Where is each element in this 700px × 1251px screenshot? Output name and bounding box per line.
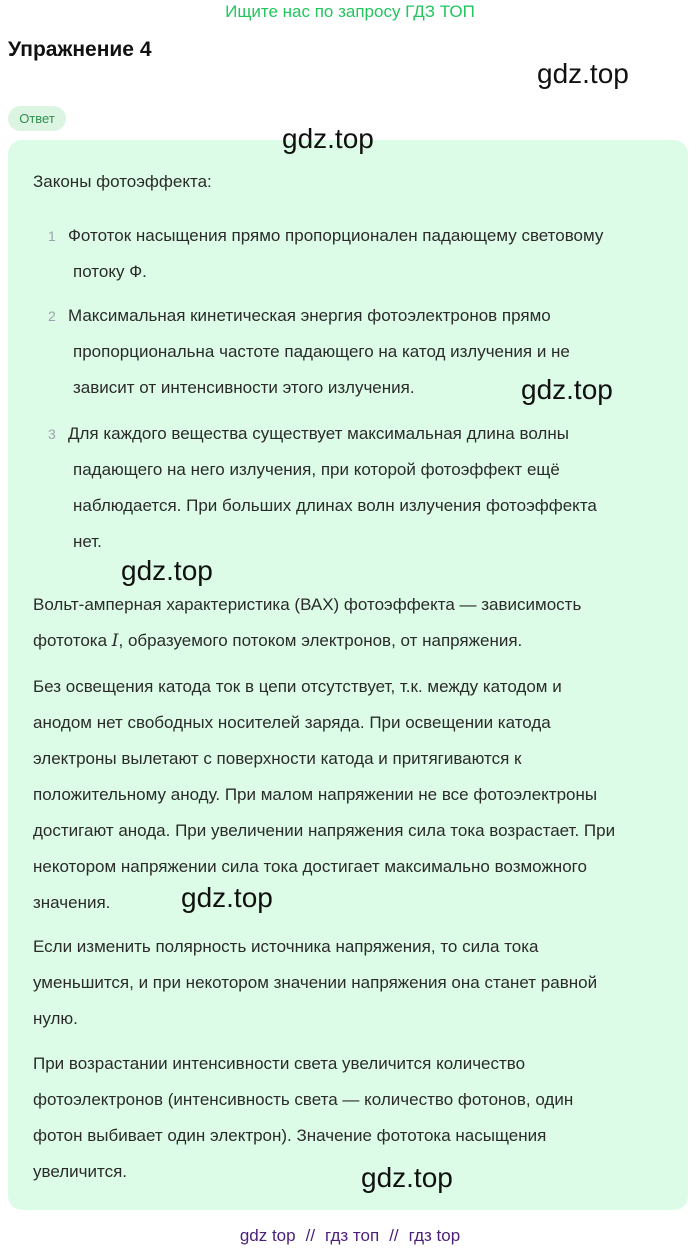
watermark: gdz.top xyxy=(282,123,374,154)
watermark: gdz.top xyxy=(521,374,613,405)
list-item-line: Фототок насыщения прямо пропорционален падающему световому xyxy=(68,226,604,245)
paragraph-line: При возрастании интенсивности света увеличится количество xyxy=(33,1054,526,1073)
paragraph-line: нулю. xyxy=(33,1009,78,1028)
list-item-line: потоку Ф. xyxy=(73,262,147,281)
paragraph-line: Если изменить полярность источника напряжения, то сила тока xyxy=(33,937,539,956)
vax-line xyxy=(33,631,522,651)
paragraph-line: анодом нет свободных носителей заряда. При освещении катода xyxy=(33,713,551,732)
answer-box xyxy=(8,140,688,1210)
list-item-line: пропорциональна частоте падающего на катод излучения и не xyxy=(73,342,570,361)
current-symbol: I xyxy=(111,631,119,651)
watermark: gdz.top xyxy=(121,555,213,586)
vax-line: Вольт-амперная характеристика (ВАХ) фотоэффекта — зависимость xyxy=(33,595,582,614)
vax-text: фототока xyxy=(33,631,112,650)
footer-link[interactable]: гдз топ xyxy=(325,1226,380,1245)
footer-link[interactable]: гдз top xyxy=(408,1226,461,1245)
list-item-line: зависит от интенсивности этого излучения. xyxy=(73,378,415,397)
list-number: 1 xyxy=(48,228,56,244)
footer-link[interactable]: gdz top xyxy=(239,1226,296,1245)
page-title: Упражнение 4 xyxy=(8,38,152,61)
list-item-line: Максимальная кинетическая энергия фотоэлектронов прямо xyxy=(68,306,551,325)
list-item-line: нет. xyxy=(73,532,102,551)
list-item-line: Для каждого вещества существует максимальная длина волны xyxy=(68,424,569,443)
answer-badge[interactable]: Ответ xyxy=(8,106,66,131)
footer-separator: // xyxy=(389,1226,399,1245)
paragraph-line: фотоэлектронов (интенсивность света — количество фотонов, один xyxy=(33,1090,574,1109)
paragraph-line: значения. xyxy=(33,893,111,912)
paragraph-line: положительному аноду. При малом напряжении не все фотоэлектроны xyxy=(33,785,598,804)
paragraph-line: Без освещения катода ток в цепи отсутствует, т.к. между катодом и xyxy=(33,677,562,696)
watermark: gdz.top xyxy=(361,1162,453,1193)
footer-separator: // xyxy=(305,1226,316,1245)
list-number: 2 xyxy=(48,308,56,324)
paragraph-line: некотором напряжении сила тока достигает максимально возможного xyxy=(33,857,587,876)
vax-text: , образуемого потоком электронов, от напряжения. xyxy=(118,631,523,650)
laws-intro: Законы фотоэффекта: xyxy=(33,172,212,191)
paragraph-line: электроны вылетают с поверхности катода и притягиваются к xyxy=(33,749,522,768)
list-item-line: падающего на него излучения, при которой фотоэффект ещё xyxy=(73,460,560,479)
list-number: 3 xyxy=(48,426,56,442)
paragraph-line: увеличится. xyxy=(33,1162,128,1181)
list-item-line: наблюдается. При больших длинах волн излучения фотоэффекта xyxy=(73,496,597,515)
watermark: gdz.top xyxy=(537,58,629,89)
footer xyxy=(0,1226,700,1246)
paragraph-line: фотон выбивает один электрон). Значение фототока насыщения xyxy=(33,1126,547,1145)
paragraph-line: уменьшится, и при некотором значении напряжения она станет равной xyxy=(33,973,598,992)
paragraph-line: достигают анода. При увеличении напряжения сила тока возрастает. При xyxy=(33,821,616,840)
search-banner: Ищите нас по запросу ГДЗ ТОП xyxy=(225,2,475,21)
watermark: gdz.top xyxy=(181,882,273,913)
